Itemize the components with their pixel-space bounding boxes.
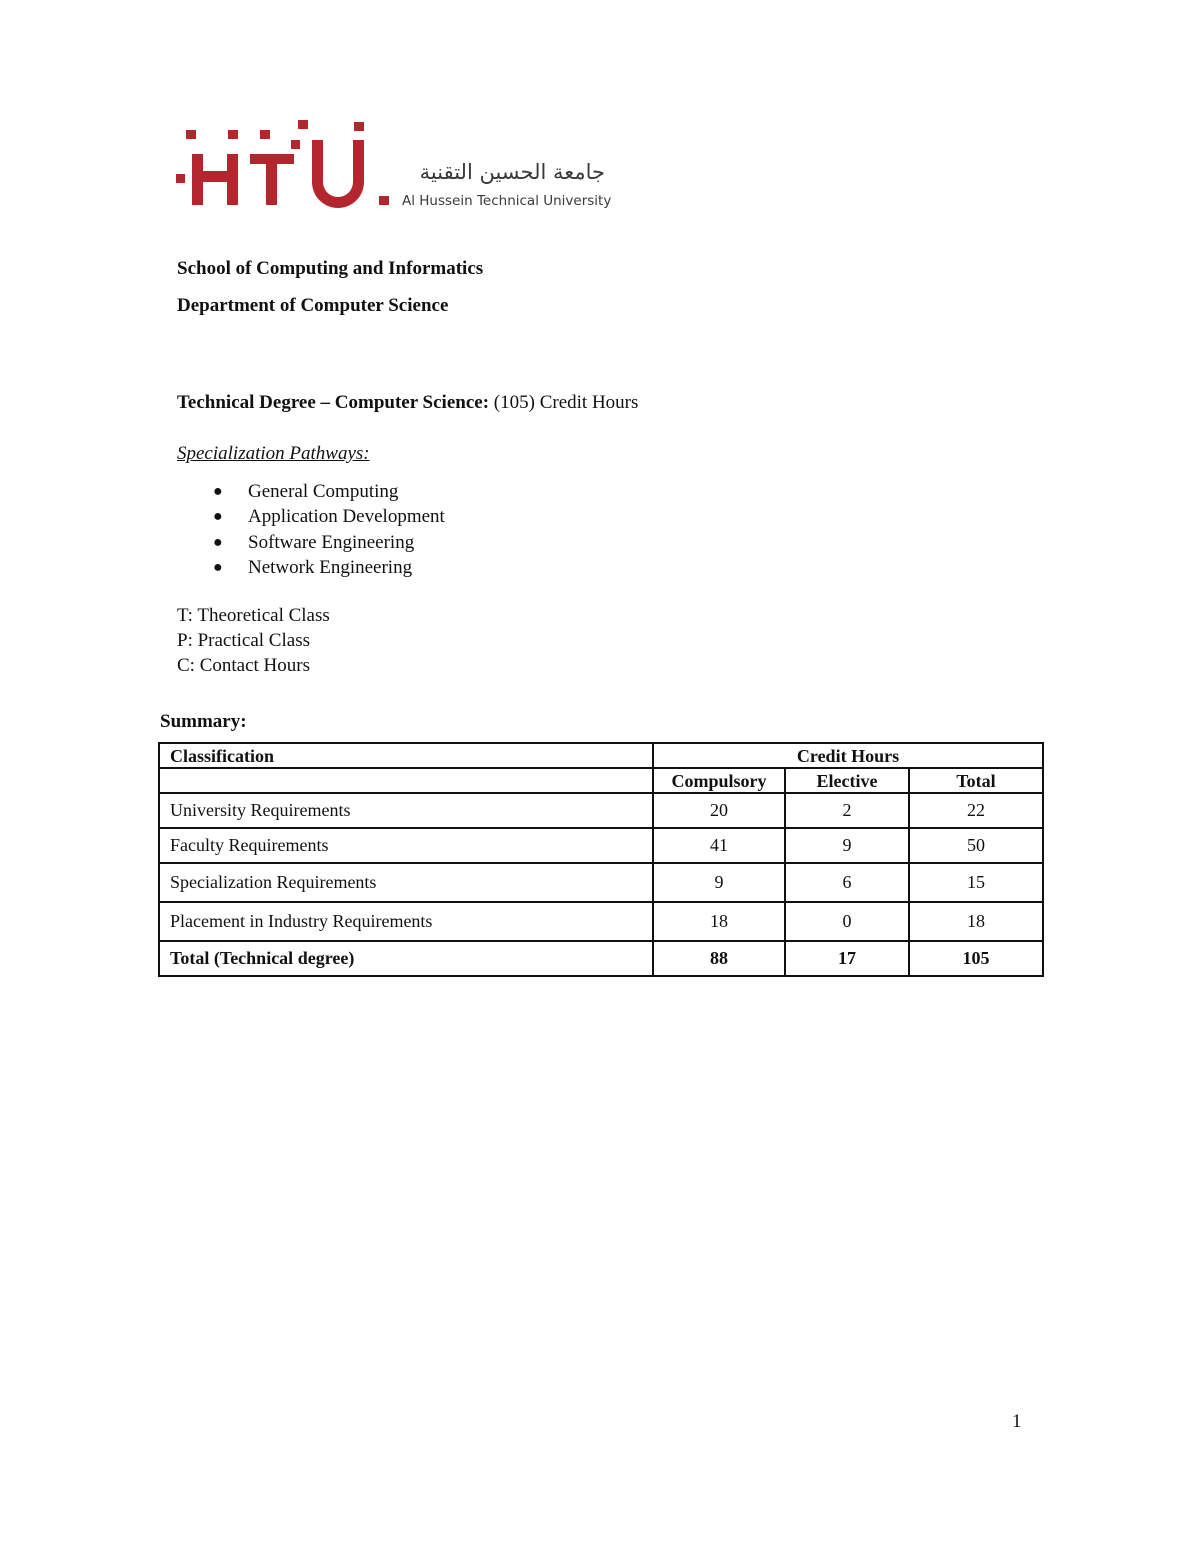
row-name: University Requirements [159, 793, 653, 828]
row-total: 15 [909, 863, 1043, 902]
row-name: Specialization Requirements [159, 863, 653, 902]
legend-contact: C: Contact Hours [177, 655, 310, 676]
row-elective: 9 [785, 828, 909, 863]
total-elective: 17 [785, 941, 909, 976]
table-row [159, 828, 1043, 863]
table-row [159, 902, 1043, 941]
row-elective: 0 [785, 902, 909, 941]
row-total: 50 [909, 828, 1043, 863]
page-number: 1 [1012, 1411, 1022, 1432]
table-header-row [159, 743, 1043, 768]
university-logo [174, 118, 614, 218]
legend-theoretical: T: Theoretical Class [177, 605, 330, 626]
row-compulsory: 18 [653, 902, 785, 941]
summary-table [158, 742, 1044, 977]
table-row [159, 793, 1043, 828]
total-name: Total (Technical degree) [159, 941, 653, 976]
table-subheader-row [159, 768, 1043, 793]
row-name: Faculty Requirements [159, 828, 653, 863]
row-compulsory: 20 [653, 793, 785, 828]
row-total: 22 [909, 793, 1043, 828]
total-total: 105 [909, 941, 1043, 976]
degree-value: (105) Credit Hours [493, 392, 639, 413]
school-title: School of Computing and Informatics [177, 258, 484, 279]
table-row [159, 863, 1043, 902]
row-compulsory: 41 [653, 828, 785, 863]
bullet-icon: ● [213, 558, 223, 576]
row-compulsory: 9 [653, 863, 785, 902]
row-elective: 6 [785, 863, 909, 902]
legend-practical: P: Practical Class [177, 630, 310, 651]
logo-english-name: Al Hussein Technical University [402, 193, 612, 209]
header-elective: Elective [785, 768, 909, 793]
total-compulsory: 88 [653, 941, 785, 976]
list-item: ● General Computing [213, 481, 399, 502]
legend [177, 603, 330, 678]
bullet-icon: ● [213, 508, 223, 526]
header-empty [159, 768, 653, 793]
department-title: Department of Computer Science [177, 295, 449, 316]
summary-title: Summary: [160, 711, 247, 732]
header-total: Total [909, 768, 1043, 793]
header-compulsory: Compulsory [653, 768, 785, 793]
header-classification: Classification [159, 743, 653, 768]
bullet-icon: ● [213, 483, 223, 500]
pathways-title: Specialization Pathways: [177, 443, 370, 464]
row-name: Placement in Industry Requirements [159, 902, 653, 941]
list-item: ● Network Engineering [213, 556, 413, 578]
logo-arabic-name: جامعة الحسين التقنية [419, 160, 605, 184]
list-item: ● Application Development [213, 506, 445, 528]
header-credit-hours: Credit Hours [653, 743, 1043, 768]
htu-logo-mark [174, 118, 394, 210]
pathways-list [177, 479, 577, 580]
list-item: ● Software Engineering [213, 531, 415, 553]
row-total: 18 [909, 902, 1043, 941]
degree-label: Technical Degree – Computer Science: [177, 392, 490, 413]
bullet-icon: ● [213, 533, 223, 551]
table-total-row [159, 941, 1043, 976]
row-elective: 2 [785, 793, 909, 828]
degree-line [177, 392, 638, 414]
